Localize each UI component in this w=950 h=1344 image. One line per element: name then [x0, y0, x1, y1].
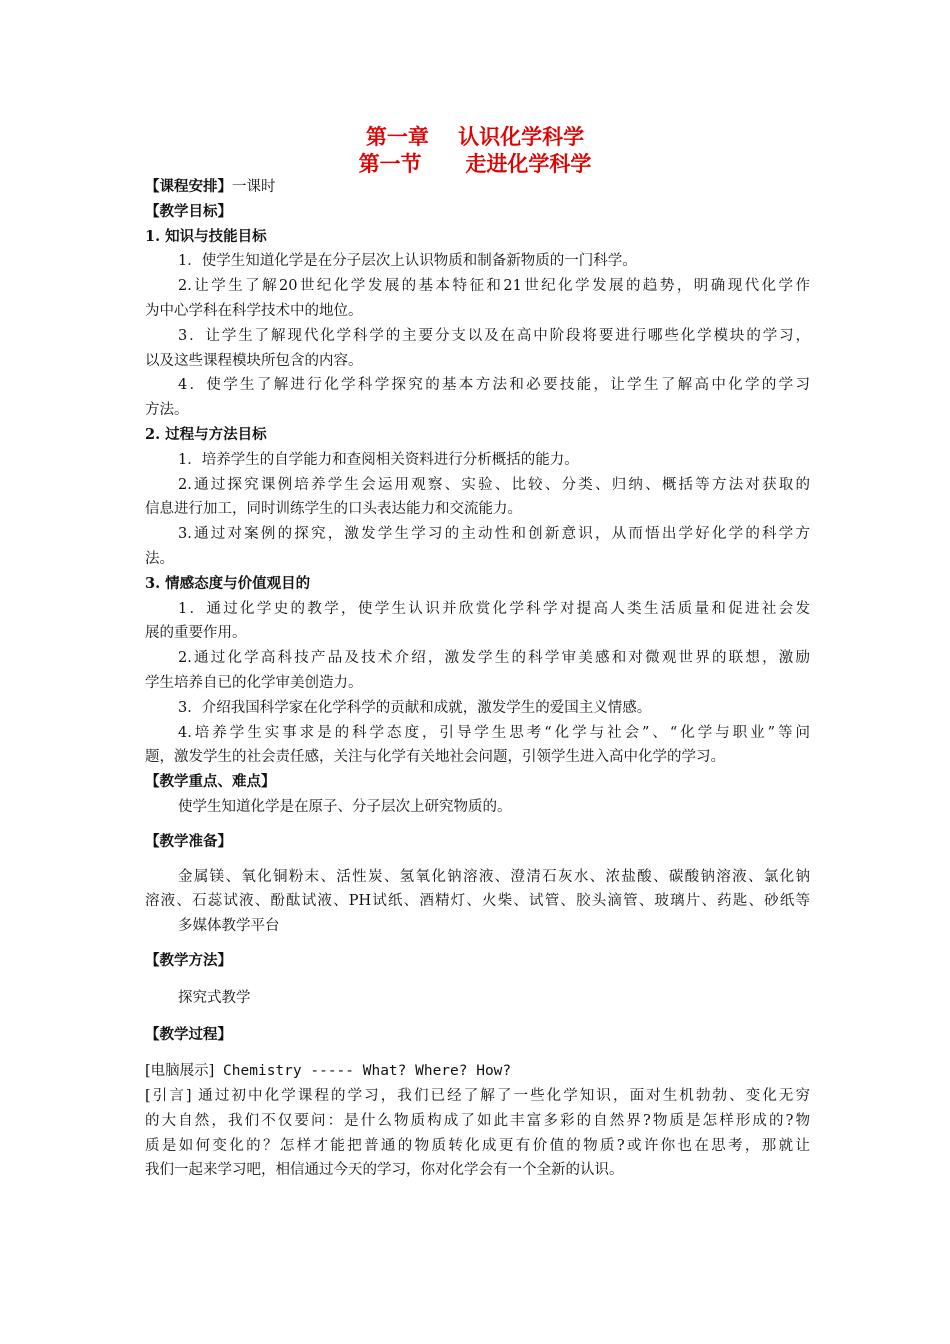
objectives-heading: 【教学目标】	[145, 202, 232, 220]
arrangement-line	[145, 175, 810, 200]
preparation-heading: 【教学准备】	[145, 832, 232, 850]
paragraph-line: 4.培养学生实事求是的科学态度，引导学生思考“化学与社会”、“化学与职业”等问	[178, 724, 810, 741]
paragraph-line: 溶液、石蕊试液、酚酞试液、PH试纸、酒精灯、火柴、试管、胶头滴管、玻璃片、药匙、砂纸等	[145, 893, 810, 910]
paragraph-line: 1．通过化学史的教学，使学生认识并欣赏化学科学对提高人类生活质量和促进社会发	[178, 600, 810, 617]
arrangement-value: 一课时	[232, 179, 276, 195]
chapter-title: 第一章 认识化学科学	[365, 125, 585, 149]
paragraph-line: 为中心学科在科学技术中的地位。	[145, 302, 363, 319]
method-text: 探究式教学	[178, 989, 251, 1006]
paragraph-line: 多媒体教学平台	[178, 918, 280, 935]
section-title: 第一节 走进化学科学	[358, 152, 592, 176]
method-heading: 【教学方法】	[145, 951, 232, 969]
keypoints-heading: 【教学重点、难点】	[145, 773, 276, 791]
keypoints-text: 使学生知道化学是在原子、分子层次上研究物质的。	[178, 798, 512, 815]
process-heading: 【教学过程】	[145, 1025, 232, 1043]
arrangement-label: 【课程安排】	[145, 178, 232, 195]
paragraph-line: 2.通过探究课例培养学生会运用观察、实验、比较、分类、归纳、概括等方法对获取的	[178, 476, 810, 493]
process-method-heading: 2. 过程与方法目标	[145, 425, 267, 443]
knowledge-skills-heading: 1. 知识与技能目标	[145, 227, 267, 245]
paragraph-line: 金属镁、氧化铜粉末、活性炭、氢氧化钠溶液、澄清石灰水、浓盐酸、碳酸钠溶液、氯化钠	[178, 868, 810, 885]
paragraph-line: 学生培养自已的化学审美创造力。	[145, 674, 363, 691]
paragraph-line: 方法。	[145, 402, 189, 419]
paragraph-line: 3．让学生了解现代化学科学的主要分支以及在高中阶段将要进行哪些化学模块的学习，	[178, 327, 810, 344]
display-label: [电脑展示]	[145, 1063, 215, 1080]
paragraph-line: 1．培养学生的自学能力和查阅相关资料进行分析概括的能力。	[178, 451, 579, 468]
document-body	[145, 175, 810, 1183]
paragraph-line: 的大自然，我们不仅要问：是什么物质构成了如此丰富多彩的自然界?物质是怎样形成的?物	[145, 1112, 810, 1129]
paragraph-line: 题，激发学生的社会责任感，关注与化学有关地社会问题，引领学生进入高中化学的学习。	[145, 749, 725, 766]
paragraph-line: 信息进行加工，同时训练学生的口头表达能力和交流能力。	[145, 501, 522, 518]
computer-display-line	[145, 1059, 810, 1084]
paragraph-line: 4．使学生了解进行化学科学探究的基本方法和必要技能，让学生了解高中化学的学习	[178, 377, 810, 394]
paragraph-line: 以及这些课程模块所包含的内容。	[145, 352, 363, 369]
paragraph-line: 2.通过化学高科技产品及技术介绍，激发学生的科学审美感和对微观世界的联想，激励	[178, 650, 810, 667]
paragraph-line: 3．介绍我国科学家在化学科学的贡献和成就，激发学生的爱国主义情感。	[178, 699, 652, 716]
paragraph-line: 我们一起来学习吧，相信通过今天的学习，你对化学会有一个全新的认识。	[145, 1162, 624, 1179]
paragraph-line: 展的重要作用。	[145, 625, 247, 642]
paragraph-line: 法。	[145, 550, 174, 567]
paragraph-line: 3.通过对案例的探究，激发学生学习的主动性和创新意识，从而悟出学好化学的科学方	[178, 526, 810, 543]
paragraph-line: 1．使学生知道化学是在分子层次上认识物质和制备新物质的一门科学。	[178, 253, 637, 270]
paragraph-line: 质是如何变化的？怎样才能把普通的物质转化成更有价值的物质?或许你也在思考，那就让	[145, 1137, 810, 1154]
paragraph-line: [引言] 通过初中化学课程的学习，我们已经了解了一些化学知识，面对生机勃勃、变化无穷	[145, 1088, 810, 1105]
display-text: Chemistry ----- What? Where? How?	[214, 1063, 512, 1080]
attitude-values-heading: 3. 情感态度与价值观目的	[145, 574, 311, 592]
paragraph-line: 2.让学生了解20世纪化学发展的基本特征和21世纪化学发展的趋势，明确现代化学作	[178, 278, 810, 295]
